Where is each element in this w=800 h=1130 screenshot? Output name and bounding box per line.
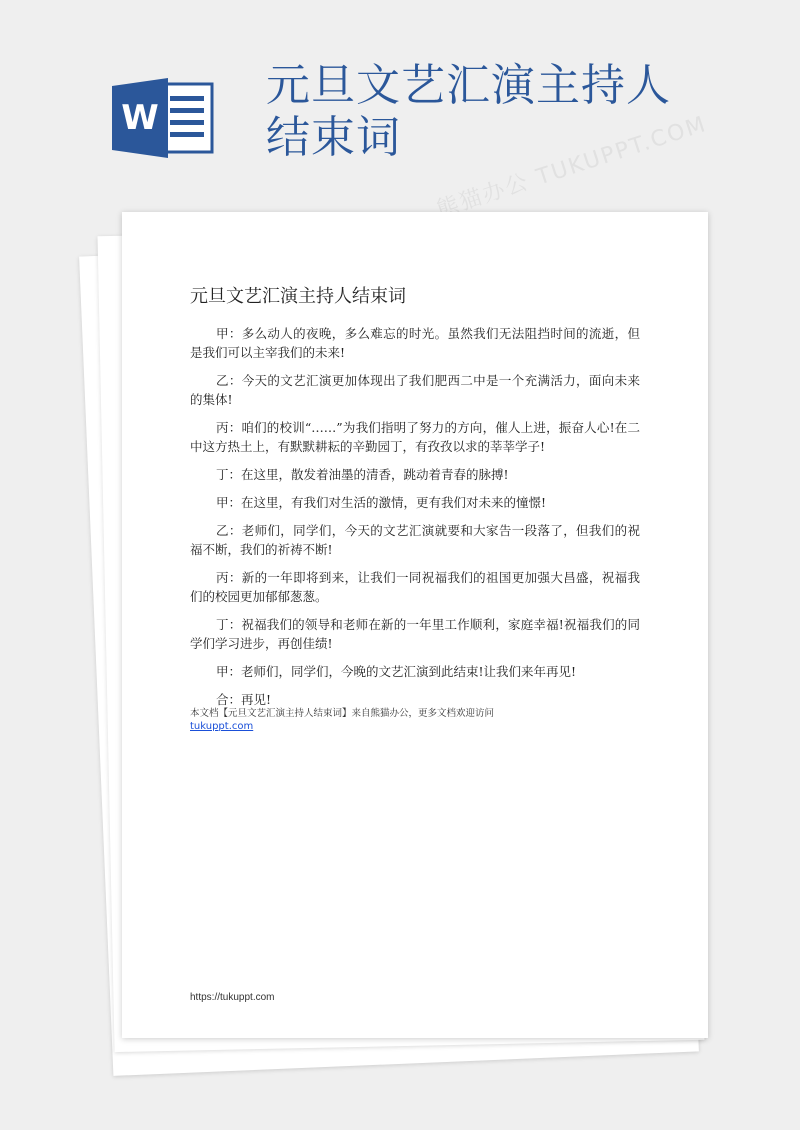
paragraph: 丁：祝福我们的领导和老师在新的一年里工作顺利，家庭幸福!祝福我们的同学们学习进步，再创佳绩! xyxy=(190,617,640,651)
page-title: 元旦文艺汇演主持人结束词 xyxy=(266,60,671,163)
paragraph: 丙：咱们的校训“……”为我们指明了努力的方向，催人上进，振奋人心!在二中这方热土上，有默默耕耘的辛勤园丁，有孜孜以求的莘莘学子! xyxy=(190,420,640,454)
word-document-icon xyxy=(112,78,216,158)
source-note xyxy=(190,707,630,733)
source-note-text: 本文档【元旦文艺汇演主持人结束词】来自熊猫办公，更多文档欢迎访问 xyxy=(190,708,495,719)
document-body xyxy=(190,324,640,718)
paragraph: 丙：新的一年即将到来，让我们一同祝福我们的祖国更加强大昌盛，祝福我们的校园更加郁郁葱葱。 xyxy=(190,570,640,604)
watermark: 熊猫办公 TUKUPPT.COM xyxy=(433,111,711,223)
paragraph: 甲：老师们，同学们，今晚的文艺汇演到此结束!让我们来年再见! xyxy=(216,664,577,679)
svg-text:W: W xyxy=(121,98,159,138)
paragraph: 乙：今天的文艺汇演更加体现出了我们肥西二中是一个充满活力，面向未来的集体! xyxy=(190,373,640,407)
page-footer-url: https://tukuppt.com xyxy=(190,992,275,1003)
paragraph: 乙：老师们，同学们，今天的文艺汇演就要和大家告一段落了，但我们的祝福不断，我们的祈祷不断! xyxy=(190,523,640,557)
paragraph: 丁：在这里，散发着油墨的清香，跳动着青春的脉搏! xyxy=(216,467,509,482)
paragraph: 甲：多么动人的夜晚，多么难忘的时光。虽然我们无法阻挡时间的流逝，但是我们可以主宰我们的未来! xyxy=(190,326,640,360)
paragraph: 甲：在这里，有我们对生活的激情，更有我们对未来的憧憬! xyxy=(216,495,547,510)
source-link[interactable]: tukuppt.com xyxy=(190,721,254,732)
paragraph: 合：再见! xyxy=(216,692,272,707)
document-title: 元旦文艺汇演主持人结束词 xyxy=(190,286,406,307)
